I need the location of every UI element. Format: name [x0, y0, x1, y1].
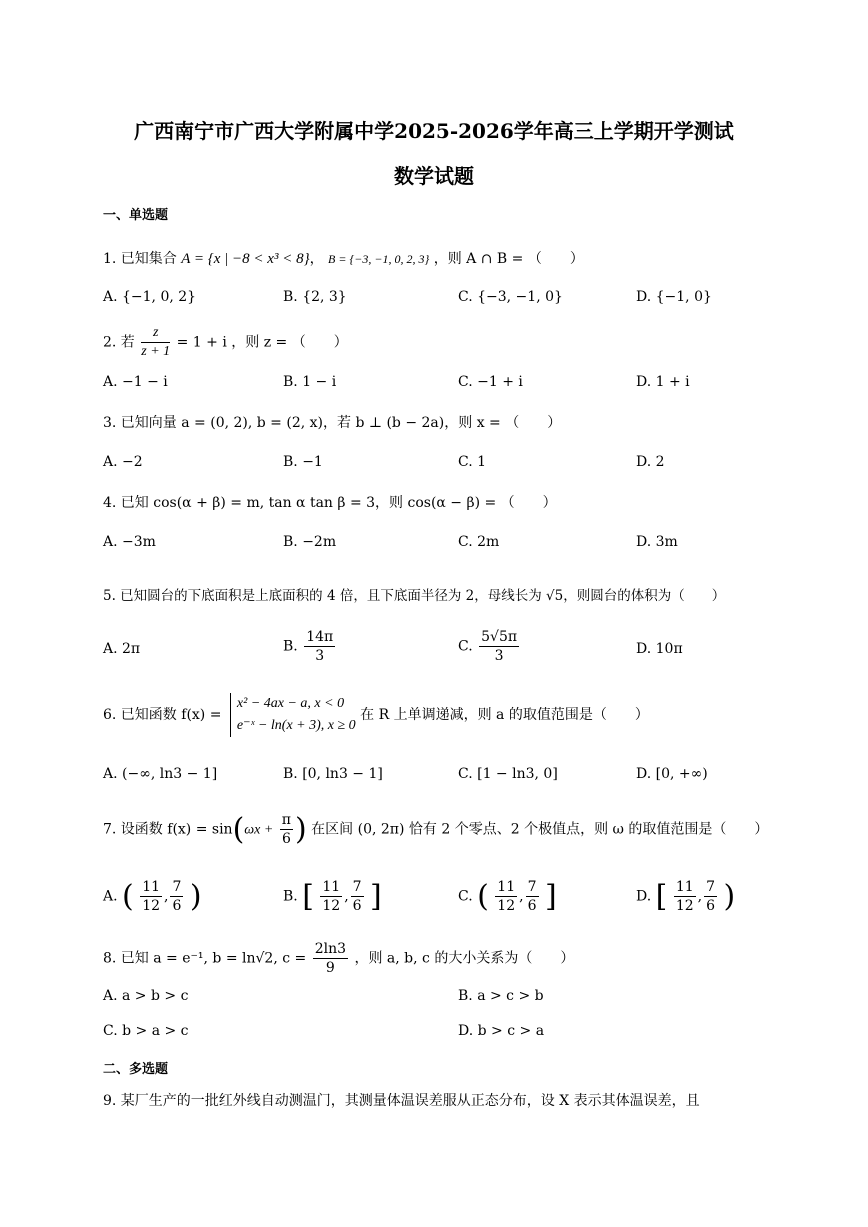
- question-7-option-c-n1: 11: [497, 879, 516, 895]
- question-7-option-a-left-bracket: (: [122, 879, 134, 914]
- question-3: 3. 已知向量 a = (0, 2), b = (2, x)，若 b ⊥ (b − 2a)，则 x = （ ）: [103, 415, 562, 431]
- question-8-option-b: B. a > c > b: [458, 988, 544, 1004]
- question-6-option-d: D. [0, +∞): [636, 766, 708, 782]
- question-6-option-a: A. (−∞, ln3 − 1]: [103, 766, 218, 782]
- page-title: 广西南宁市广西大学附属中学2025-2026学年高三上学期开学测试: [134, 119, 734, 143]
- question-5-option-b: [283, 628, 337, 665]
- question-2: [103, 324, 348, 361]
- question-7-option-d-d2: 6: [706, 898, 716, 914]
- question-1-option-a: A. {−1, 0, 2}: [103, 289, 197, 305]
- question-8-option-c: C. b > a > c: [103, 1023, 189, 1039]
- question-3-option-c: C. 1: [458, 454, 487, 470]
- question-7-option-a-d1: 12: [142, 898, 161, 914]
- question-1-separator: ，: [309, 251, 324, 267]
- question-8-tail: ，则 a, b, c 的大小关系为（ ）: [354, 950, 575, 967]
- question-7-option-b-n1: 11: [322, 879, 341, 895]
- question-9: 9. 某厂生产的一批红外线自动测温门，其测量体温误差服从正态分布，设 X 表示其体温误差，且: [103, 1093, 700, 1109]
- question-5-option-b-label: B.: [283, 638, 298, 655]
- question-5-option-c-numerator: 5√5π: [481, 629, 518, 645]
- question-1-option-d: D. {−1, 0}: [636, 289, 712, 305]
- question-2-prefix: 2. 若: [103, 334, 135, 351]
- question-4: 4. 已知 cos(α + β) = m, tan α tan β = 3，则 cos(α − β) = （ ）: [103, 495, 557, 511]
- question-6-tail: 在 R 上单调递减，则 a 的取值范围是（ ）: [360, 707, 649, 723]
- question-2-option-c: C. −1 + i: [458, 374, 523, 390]
- question-8-option-d: D. b > c > a: [458, 1023, 545, 1039]
- question-6-piecewise: [230, 693, 356, 737]
- question-7-numerator: π: [281, 812, 291, 828]
- question-7-option-c-right-bracket: ]: [544, 879, 557, 914]
- question-2-option-d: D. 1 + i: [636, 374, 690, 390]
- question-7-option-d-d1: 12: [675, 898, 694, 914]
- question-8-option-a: A. a > b > c: [103, 988, 189, 1004]
- question-2-denominator: z + 1: [141, 344, 171, 359]
- question-7-option-a-d2: 6: [172, 898, 182, 914]
- question-7-option-d-left-bracket: [: [655, 879, 668, 914]
- question-7-option-d-n2: 7: [706, 879, 716, 895]
- section-single-choice: 一、单选题: [103, 208, 169, 223]
- question-2-numerator: z: [141, 324, 170, 343]
- question-7-fraction: [280, 811, 293, 848]
- question-3-option-d: D. 2: [636, 454, 665, 470]
- question-7-option-c-label: C.: [458, 888, 473, 905]
- question-5-option-b-denominator: 3: [315, 648, 325, 664]
- question-8-prefix: 8. 已知 a = e⁻¹, b = ln√2, c =: [103, 950, 307, 967]
- question-7-option-b-d2: 6: [352, 898, 362, 914]
- question-5-option-b-fraction: [304, 628, 335, 665]
- question-4-option-d: D. 3m: [636, 534, 678, 550]
- question-7-option-c-d2: 6: [527, 898, 537, 914]
- question-7-option-b-right-bracket: ]: [370, 879, 382, 914]
- question-8-numerator: 2ln3: [314, 941, 347, 957]
- question-7-tail: 在区间 (0, 2π) 恰有 2 个零点、2 个极值点，则 ω 的取值范围是（ ）: [311, 821, 769, 838]
- question-6-option-c: C. [1 − ln3, 0]: [458, 766, 558, 782]
- question-7-option-b-label: B.: [283, 888, 298, 905]
- question-7-inner: ωx +: [244, 822, 274, 838]
- question-5-option-c-denominator: 3: [494, 648, 504, 664]
- question-7-option-d: D. [ $\frac{11}{12}$ , $\frac{7}{6}$ ): [636, 879, 736, 914]
- question-7: 7. 设函数 f(x) = sin(ωx + $\frac{\pi}{6}$ ) 在区间 (0, 2π) 恰有 2 个零点、2 个极值点，则 ω 的取值范围是（ ）: [103, 812, 769, 847]
- question-6-option-b: B. [0, ln3 − 1]: [283, 766, 383, 782]
- question-7-option-c-n2: 7: [527, 879, 537, 895]
- question-5-option-c-fraction: [479, 628, 519, 665]
- question-6-case-2: e⁻ˣ − ln(x + 3), x ≥ 0: [236, 718, 356, 733]
- question-3-option-b: B. −1: [283, 454, 323, 470]
- question-1: [103, 248, 584, 268]
- question-7-prefix: 7. 设函数 f(x) = sin: [103, 821, 233, 838]
- question-7-option-d-right-bracket: ): [723, 879, 736, 914]
- question-6: [103, 693, 649, 737]
- question-7-option-a: A. ( $\frac{11}{12}$ , $\frac{7}{6}$ ): [103, 879, 202, 914]
- question-7-option-a-n2: 7: [172, 879, 182, 895]
- question-5-option-b-numerator: 14π: [306, 629, 334, 645]
- question-1-tail: ，则 A ∩ B = （ ）: [433, 251, 584, 267]
- question-2-option-a: A. −1 − i: [103, 374, 168, 390]
- question-8: [103, 940, 574, 977]
- question-7-option-a-n1: 11: [142, 879, 161, 895]
- question-5-option-a: A. 2π: [103, 641, 141, 657]
- question-8-denominator: 9: [325, 960, 335, 976]
- question-7-option-b-n2: 7: [352, 879, 362, 895]
- question-3-option-a: A. −2: [103, 454, 143, 470]
- question-7-option-a-right-bracket: ): [189, 879, 202, 914]
- question-6-prefix: 6. 已知函数 f(x) =: [103, 707, 222, 723]
- question-1-option-c: C. {−3, −1, 0}: [458, 289, 563, 305]
- question-1-set-a: A = {x | −8 < x³ < 8}: [181, 251, 310, 267]
- question-5-option-c-label: C.: [458, 638, 473, 655]
- question-7-option-b: B. [ $\frac{11}{12}$ , $\frac{7}{6}$ ]: [283, 879, 382, 914]
- question-4-option-b: B. −2m: [283, 534, 337, 550]
- question-7-option-c: C. ( $\frac{11}{12}$ , $\frac{7}{6}$ ]: [458, 879, 557, 914]
- section-multiple-choice: 二、多选题: [103, 1062, 169, 1077]
- question-7-option-d-label: D.: [636, 888, 652, 905]
- question-7-option-c-d1: 12: [497, 898, 516, 914]
- question-2-option-b: B. 1 − i: [283, 374, 337, 390]
- question-4-option-a: A. −3m: [103, 534, 156, 550]
- question-7-option-b-left-bracket: [: [302, 879, 314, 914]
- page-subtitle: 数学试题: [394, 164, 474, 188]
- question-7-option-c-left-bracket: (: [477, 879, 489, 914]
- question-5: 5. 已知圆台的下底面积是上底面积的 4 倍，且下底面半径为 2，母线长为 √5，则圆台的体积为（ ）: [103, 588, 726, 604]
- question-2-fraction: [141, 324, 170, 361]
- question-7-denominator: 6: [281, 831, 291, 847]
- question-7-option-a-label: A.: [103, 888, 118, 905]
- question-7-option-b-d1: 12: [322, 898, 341, 914]
- question-4-option-c: C. 2m: [458, 534, 500, 550]
- question-8-fraction: [313, 940, 348, 977]
- question-6-case-1: x² − 4ax − a, x < 0: [236, 696, 345, 711]
- question-5-option-d: D. 10π: [636, 641, 683, 657]
- question-1-prefix: 1. 已知集合: [103, 251, 177, 267]
- question-5-option-c: [458, 628, 521, 665]
- question-1-option-b: B. {2, 3}: [283, 289, 347, 305]
- question-7-option-d-n1: 11: [675, 879, 694, 895]
- question-1-set-b: B = {−3, −1, 0, 2, 3}: [328, 252, 430, 266]
- question-2-tail: = 1 + i ，则 z = （ ）: [176, 334, 348, 351]
